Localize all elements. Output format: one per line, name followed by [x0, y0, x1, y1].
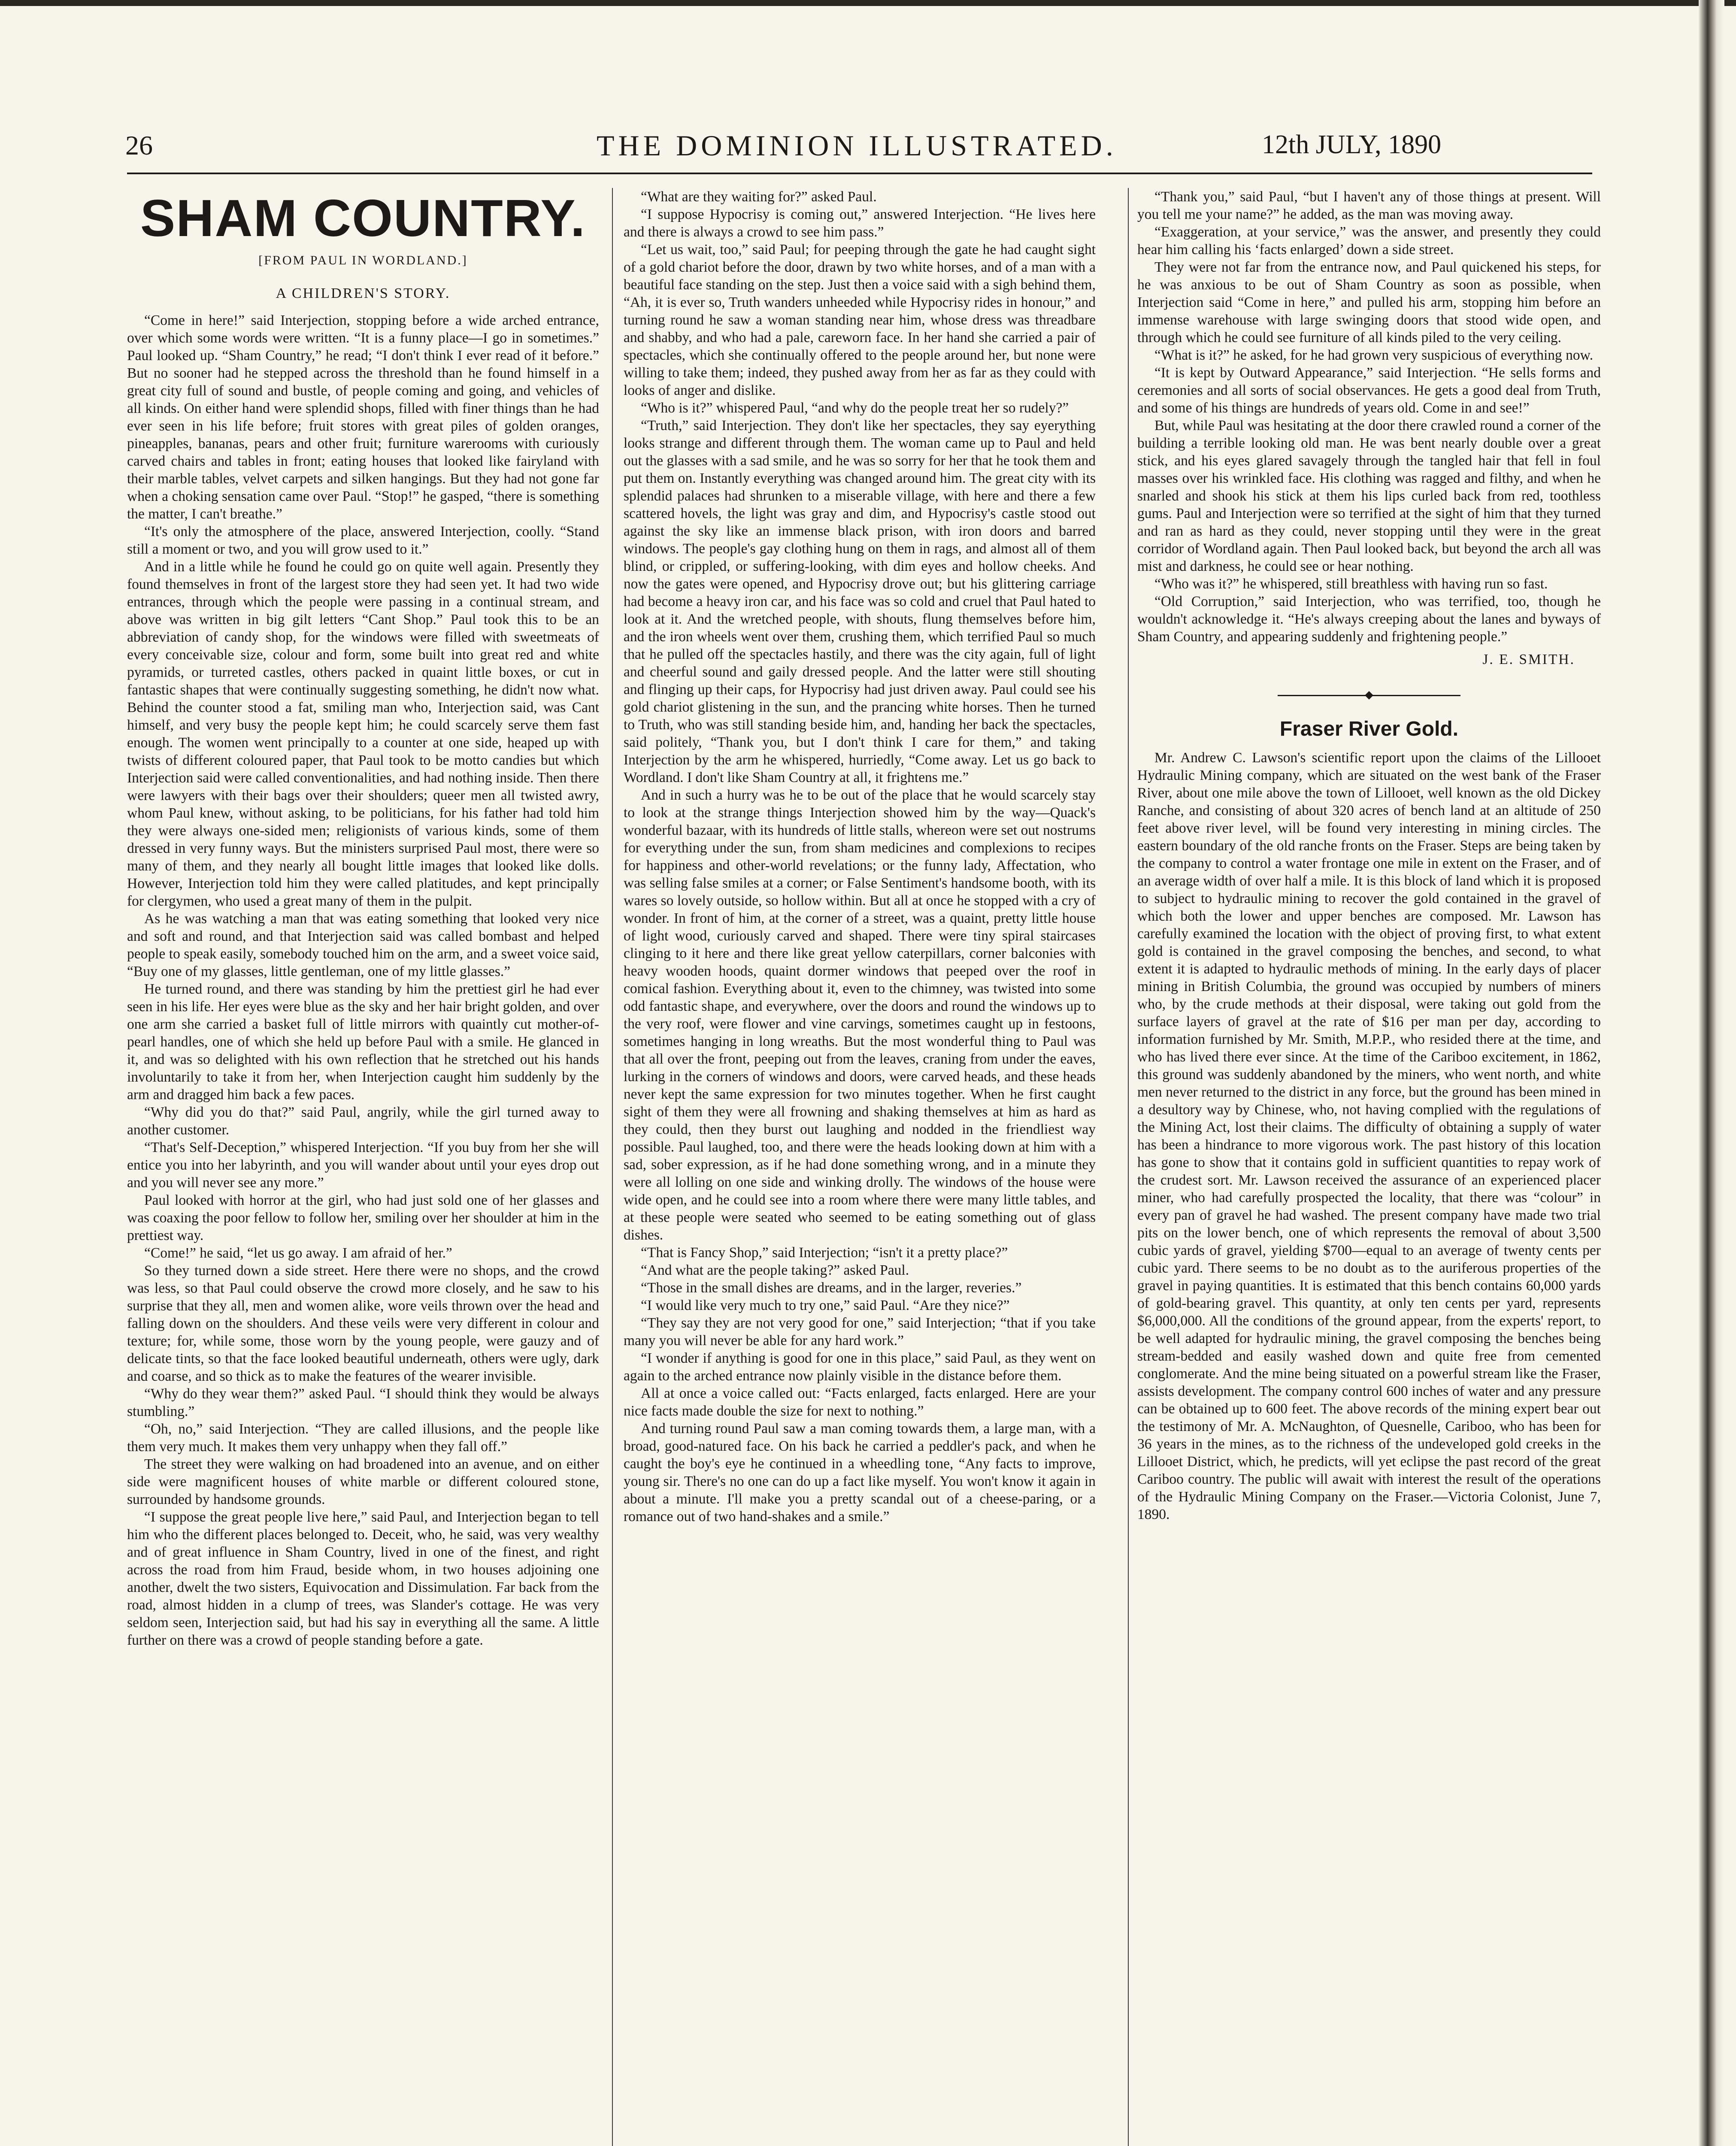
paragraph: “I suppose Hypocrisy is coming out,” answered Interjection. “He lives here and there is always a crowd to see him pass.” — [624, 206, 1096, 240]
paragraph: And in such a hurry was he to be out of the place that he would scarcely stay to look at the strange things Interjection showed him by the way—Quack's wonderful bazaar, with its hundreds of little stalls, whereon were set out nostrums for everything under the sun, from sham medicines and complexions to recipes for happiness and other-world revelations; or the funny lady, Affectation, who was selling false smiles at a corner; or False Sentiment's handsome booth, with its wares so lovely outside, so hollow within. But all at once he stopped with a cry of wonder. In front of him, at the corner of a street, was a quaint, pretty little house of light wood, curiously carved and shaped. There were tiny spiral staircases clinging to it here and there like great yellow caterpillars, corner balconies with heavy wooden hoods, quaint dormer windows that peeped over the roof in comical fashion. Everything about it, even to the chimney, was twisted into some odd fantastic shape, and everywhere, over the doors and round the windows up to the very roof, were flower and vine carvings, sometimes caught up in festoons, sometimes hanging in long wreaths. But the most wonderful thing to Paul was that all over the front, peeping out from the leaves, craning from under the eaves, lurking in the corners of windows and doors, were carved heads, and these heads never kept the same expression for two minutes together. When he first caught sight of them they were all frowning and shaking themselves at him as hard as they could, then they burst out laughing and nodded in the friendliest way possible. Paul laughed, too, and there were the heads looking down at him with a sad, sober expression, as if he had done something wrong, and in a minute they were all lolling on one side and winking drolly. The windows of the house were wide open, and he could see into a room where there were many little tables, and at these people were seated who seemed to be eating something out of glass dishes. — [624, 787, 1096, 1243]
column-2 — [624, 188, 1096, 2146]
paragraph: Mr. Andrew C. Lawson's scientific report upon the claims of the Lillooet Hydraulic Mining company, which are situated on the west bank of the Fraser River, about one mile above the town of Lillooet, well known as the old Dickey Ranche, and consisting of about 320 acres of bench land at an altitude of 250 feet above river level, will be found very interesting in mining circles. The eastern boundary of the old ranche fronts on the Fraser. Steps are being taken by the company to control a water frontage one mile in extent on the Fraser, and of an average width of over half a mile. It is this block of land which it is proposed to subject to hydraulic mining to recover the gold contained in the gravel of which both the lower and upper benches are composed. Mr. Lawson has carefully examined the location with the object of proving first, to what extent gold is contained in the gravel composing the benches, and second, to what extent it is adapted to hydraulic methods of mining. In the early days of placer mining in British Columbia, the ground was occupied by numbers of miners who, by the crude methods at their disposal, were taking out gold from the surface layers of gravel at the rate of $16 per man per day, according to information furnished by Mr. Smith, M.P.P., who resided there at the time, and who has lived there ever since. At the time of the Cariboo excitement, in 1862, this ground was suddenly abandoned by the miners, who went north, and white men never returned to the district in any force, but the ground has been mined in a desultory way by Chinese, who, not having complied with the regulations of the Mining Act, lost their claims. The difficulty of obtaining a supply of water has been a hindrance to more vigorous work. The past history of this location has gone to show that it contains gold in sufficient quantities to repay work of the crudest sort. Mr. Lawson received the assurance of an experienced placer miner, who had carefully prospected the locality, that there was “colour” in every pan of gravel he had washed. The present company have made two trial pits on the lower bench, one of which represents the removal of about 3,500 cubic yards of gravel, yielding $700—equal to an average of twenty cents per cubic yard. There seems to be no doubt as to the auriferous properties of the gravel in paying quantities. It is estimated that this bench contains 60,000 yards of gold-bearing gravel. This quantity, at only ten cents per yard, represents $6,000,000. All the conditions of the ground appear, from the experts' report, to be well adapted for hydraulic mining, the gravel composing the benches being stream-bedded and easily washed down and quite free from cemented conglomerate. And the mine being situated on a powerful stream like the Fraser, assists development. The company control 600 inches of water and any pressure can be obtained up to 600 feet. The above records of the mining expert bear out the testimony of Mr. A. McNaughton, of Quesnelle, Cariboo, who has been for 36 years in the mines, as to the richness of the undeveloped gold creeks in the Lillooet District, which, he predicts, will yet eclipse the past record of the great Cariboo country. The public will await with interest the result of the operations of the Hydraulic Mining Company on the Fraser.—Victoria Colonist, June 7, 1890. — [1137, 750, 1601, 1522]
column-3-body — [1137, 188, 1601, 646]
column-1 — [127, 188, 599, 2146]
author-signature: J. E. SMITH. — [1482, 652, 1575, 667]
paragraph: “Why did you do that?” said Paul, angrily, while the girl turned away to another customer. — [127, 1104, 599, 1138]
article-title-fraser: Fraser River Gold. — [1279, 718, 1459, 740]
paragraph: The street they were walking on had broadened into an avenue, and on either side were magnificent houses of white marble or different coloured stone, surrounded by handsome grounds. — [127, 1456, 599, 1507]
column-1-body — [127, 312, 599, 1649]
section-ornament — [1137, 685, 1601, 703]
paragraph: “Exaggeration, at your service,” was the answer, and presently they could hear him calling his ‘facts enlarged’ down a side street. — [1137, 224, 1601, 258]
paragraph: “Why do they wear them?” asked Paul. “I should think they would be always stumbling.” — [127, 1386, 599, 1419]
fraser-article-body — [1137, 749, 1601, 1523]
paragraph: So they turned down a side street. Here there were no shops, and the crowd was less, so that Paul could observe the crowd more closely, and he saw to his surprise that they all, men and women alike, wore veils thrown over the head and falling down on the shoulders. And these veils were very different in colour and texture; for, while some, those worn by the young people, were gauzy and of delicate tints, so that the face looked beautiful underneath, others were ugly, dark and coarse, and so thick as to make the features of the wearer invisible. — [127, 1263, 599, 1384]
paragraph: “I suppose the great people live here,” said Paul, and Interjection began to tell him who the different places belonged to. Deceit, who, he said, was very wealthy and of great influence in Sham Country, lived in one of the finest, and right across the road from him Fraud, beside whom, in two houses adjoining one another, dwelt the two sisters, Equivocation and Dissimulation. Far back from the road, almost hidden in a clump of trees, was Slander's cottage. He was very seldom seen, Interjection said, but had his say in everything all the same. A little further on there was a crowd of people standing before a gate. — [127, 1509, 599, 1648]
paragraph: “I wonder if anything is good for one in this place,” said Paul, as they went on again to the arched entrance now plainly visible in the distance before them. — [624, 1350, 1096, 1384]
paragraph: “It is kept by Outward Appearance,” said Interjection. “He sells forms and ceremonies and all sorts of social observances. He gets a good deal from Truth, and some of his things are hundreds of years old. Come in and see!” — [1137, 365, 1601, 416]
paragraph: “Who is it?” whispered Paul, “and why do the people treat her so rudely?” — [641, 400, 1069, 416]
paragraph: “What is it?” he asked, for he had grown very suspicious of everything now. — [1154, 347, 1594, 363]
article-title: SHAM COUNTRY. — [140, 189, 586, 247]
top-border — [0, 0, 1736, 6]
paragraph: “What are they waiting for?” asked Paul. — [641, 189, 877, 205]
column-3 — [1137, 188, 1601, 2146]
paragraph: “Come!” he said, “let us go away. I am afraid of her.” — [144, 1245, 452, 1261]
paragraph: “Truth,” said Interjection. They don't like her spectacles, they say eyerything looks strange and different through them. The woman came up to Paul and held out the glasses with a sad smile, and he was so sorry for her that he took them and put them on. Instantly everything was changed around him. The great city with its splendid palaces had shrunken to a miserable village, with here and there a few scattered hovels, the light was gray and dim, and Hypocrisy's castle stood out against the sky like an immense black prison, with iron doors and barred windows. The people's gay clothing hung on them in rags, and almost all of them blind, or crippled, or suffering-looking, with dim eyes and hollow cheeks. And now the gates were opened, and Hypocrisy drove out; but his glittering carriage had become a heavy iron car, and his face was so cold and cruel that Paul hated to look at it. And the wretched people, with shouts, flung themselves before him, and the iron wheels went over them, crushing them, which terrified Paul so much that he pulled off the spectacles hastily, and there was the city again, full of light and cheerful sound and gaily dressed people. And the latter were still shouting and flinging up their caps, for Hypocrisy had just driven away. Paul could see his gold chariot glistening in the sun, and the prancing white horses. Then he turned to Truth, who was still standing beside him, and, handing her back the spectacles, said politely, “Thank you, but I don't think I care for them,” and taking Interjection by the arm he whispered, hurriedly, “Come away. Let us go back to Wordland. I don't like Sham Country at all, it frightens me.” — [624, 418, 1096, 785]
paragraph: As he was watching a man that was eating something that looked very nice and soft and round, and that Interjection said was called bombast and helped people to speak easily, somebody touched him on the arm, and a sweet voice said, “Buy one of my glasses, little gentleman, one of my little glasses.” — [127, 911, 599, 979]
paragraph: “Old Corruption,” said Interjection, who was terrified, too, though he wouldn't acknowledge it. “He's always creeping about the lanes and byways of Sham Country, and appearing suddenly and frightening people.” — [1137, 594, 1601, 645]
paragraph: “That is Fancy Shop,” said Interjection; “isn't it a pretty place?” — [641, 1245, 1008, 1261]
paragraph: “Oh, no,” said Interjection. “They are called illusions, and the people like them very much. It makes them very unhappy when they fall off.” — [127, 1421, 599, 1455]
paragraph: “Who was it?” he whispered, still breathless with having run so fast. — [1154, 576, 1548, 592]
paragraph: “And what are the people taking?” asked Paul. — [641, 1262, 909, 1278]
paragraph: “It's only the atmosphere of the place, answered Interjection, coolly. “Stand still a moment or two, and you will grow used to it.” — [127, 524, 599, 557]
paragraph: They were not far from the entrance now, and Paul quickened his steps, for he was anxious to be out of Sham Country as soon as possible, when Interjection said “Come in here,” and pulled his arm, stopping him before an immense warehouse with large swinging doors that stood wide open, and through which he could see furniture of all kinds piled to the very ceiling. — [1137, 259, 1601, 346]
paragraph: “Those in the small dishes are dreams, and in the larger, reveries.” — [641, 1280, 1022, 1296]
paragraph: All at once a voice called out: “Facts enlarged, facts enlarged. Here are your nice facts made double the size for next to nothing.” — [624, 1385, 1096, 1419]
issue-date: 12th JULY, 1890 — [1262, 130, 1442, 159]
paragraph: But, while Paul was hesitating at the door there crawled round a corner of the building a terrible looking old man. He was bent nearly double over a great stick, and his eyes glared savagely through the tangled hair that fell in foul masses over his wrinkled face. His clothing was ragged and filthy, and when he snarled and shook his stick at them his lips curled back from red, toothless gums. Paul and Interjection were so terrified at the sight of him that they turned and ran as hard as they could, never stopping until they were in the great corridor of Wordland again. Then Paul looked back, but beyond the arch all was mist and darkness, he could see or hear nothing. — [1137, 418, 1601, 574]
article-subtitle: A CHILDREN'S STORY. — [276, 285, 451, 301]
page-number: 26 — [125, 130, 153, 161]
paragraph: “They say they are not very good for one,” said Interjection; “that if you take many you will never be able for any hard work.” — [624, 1315, 1096, 1349]
paragraph: “Come in here!” said Interjection, stopping before a wide arched entrance, over which some words were written. “It is a funny place—I go in sometimes.” Paul looked up. “Sham Country,” he read; “I don't think I ever read of it before.” But no sooner had he stepped across the threshold than he found himself in a great city full of sound and bustle, of people coming and going, and vehicles of all kinds. On either hand were splendid shops, filled with finer things than he had ever seen in his life before; fruit stores with great piles of golden oranges, pineapples, bananas, pears and other fruit; furniture warerooms with curiously carved chairs and tables in front; eating houses that looked like fairyland with their marble tables, velvet carpets and silken hangings. But they had not gone far when a choking sensation came over Paul. “Stop!” he gasped, “there is something the matter, I can't breathe.” — [127, 312, 599, 522]
paragraph: And in a little while he found he could go on quite well again. Presently they found themselves in front of the largest store they had seen yet. It had two wide entrances, through which the people were passing in a continual stream, and above was written in big gilt letters “Cant Shop.” Paul took this to be an abbreviation of candy shop, for the windows were filled with sweetmeats of every conceivable size, colour and form, some built into great red and white pyramids, or turreted castles, others packed in quaint little boxes, or cut in fantastic shapes that were continually suggesting something, he didn't now what. Behind the counter stood a fat, smiling man who, Interjection said, was Cant himself, and very busy the people kept him; he could scarcely serve them fast enough. The women went principally to a counter at one side, heaped up with twists of different coloured paper, that Paul took to be motto candies but which Interjection said were called conventionalities, and had nothing inside. Then there were lawyers with their bags over their shoulders; queer men all twisted awry, whom Paul knew, without asking, to be politicians, for his father had told him they were always one-sided men; religionists of various kinds, some of them dressed in very funny ways. But the ministers surprised Paul most, there were so many of them, and they nearly all bought little images that looked like dolls. However, Interjection told him they were called platitudes, and kept principally for clergymen, who used a great many of them in the pulpit. — [127, 559, 599, 909]
article-source: [FROM PAUL IN WORDLAND.] — [258, 253, 468, 267]
column-divider — [1128, 188, 1129, 2146]
column-divider — [612, 188, 613, 2146]
paragraph: “I would like very much to try one,” said Paul. “Are they nice?” — [641, 1297, 1010, 1313]
paragraph: “Let us wait, too,” said Paul; for peeping through the gate he had caught sight of a gold chariot before the door, drawn by two white horses, and of a man with a beautiful face standing on the step. Just then a voice said with a sigh behind them, “Ah, it is ever so, Truth wanders unheeded while Hypocrisy rides in honour,” and turning round he saw a woman standing near him, whose dress was threadbare and shabby, and who had a pale, careworn face. In her hand she carried a pair of spectacles, which she continually offered to the people around her, but none were willing to take them; indeed, they pushed away from her as far as they could with looks of anger and dislike. — [624, 242, 1096, 398]
header-rule — [127, 173, 1592, 174]
paragraph: Paul looked with horror at the girl, who had just sold one of her glasses and was coaxing the poor fellow to follow her, smiling over her shoulder at him in the prettiest way. — [127, 1192, 599, 1243]
paragraph: And turning round Paul saw a man coming towards them, a large man, with a broad, good-natured face. On his back he carried a peddler's pack, and when he caught the boy's eye he continued in a wheedling tone, “Any facts to improve, young sir. There's no one can do up a fact like myself. You won't know it again in about a minute. I'll make you a pretty scandal out of a cheese-paring, or a romance out of two hand-shakes and a smile.” — [624, 1421, 1096, 1525]
paragraph: He turned round, and there was standing by him the prettiest girl he had ever seen in his life. Her eyes were blue as the sky and her hair bright golden, and over one arm she carried a basket full of little mirrors with quaintly cut mother-of-pearl handles, one of which she held up before Paul with a smile. He glanced in it, and was so delighted with his own reflection that he stretched out his hands involuntarily to take it from her, when Interjection caught him suddenly by the arm and dragged him back a few paces. — [127, 981, 599, 1103]
paragraph: “Thank you,” said Paul, “but I haven't any of those things at present. Will you tell me your name?” he added, as the man was moving away. — [1137, 189, 1601, 222]
paragraph: “That's Self-Deception,” whispered Interjection. “If you buy from her she will entice you into her labyrinth, and you will wander about until your eyes drop out and you will never see any more.” — [127, 1140, 599, 1191]
binding-edge — [1699, 0, 1724, 2146]
column-2-body — [624, 188, 1096, 1525]
masthead: THE DOMINION ILLUSTRATED. — [597, 129, 1117, 162]
